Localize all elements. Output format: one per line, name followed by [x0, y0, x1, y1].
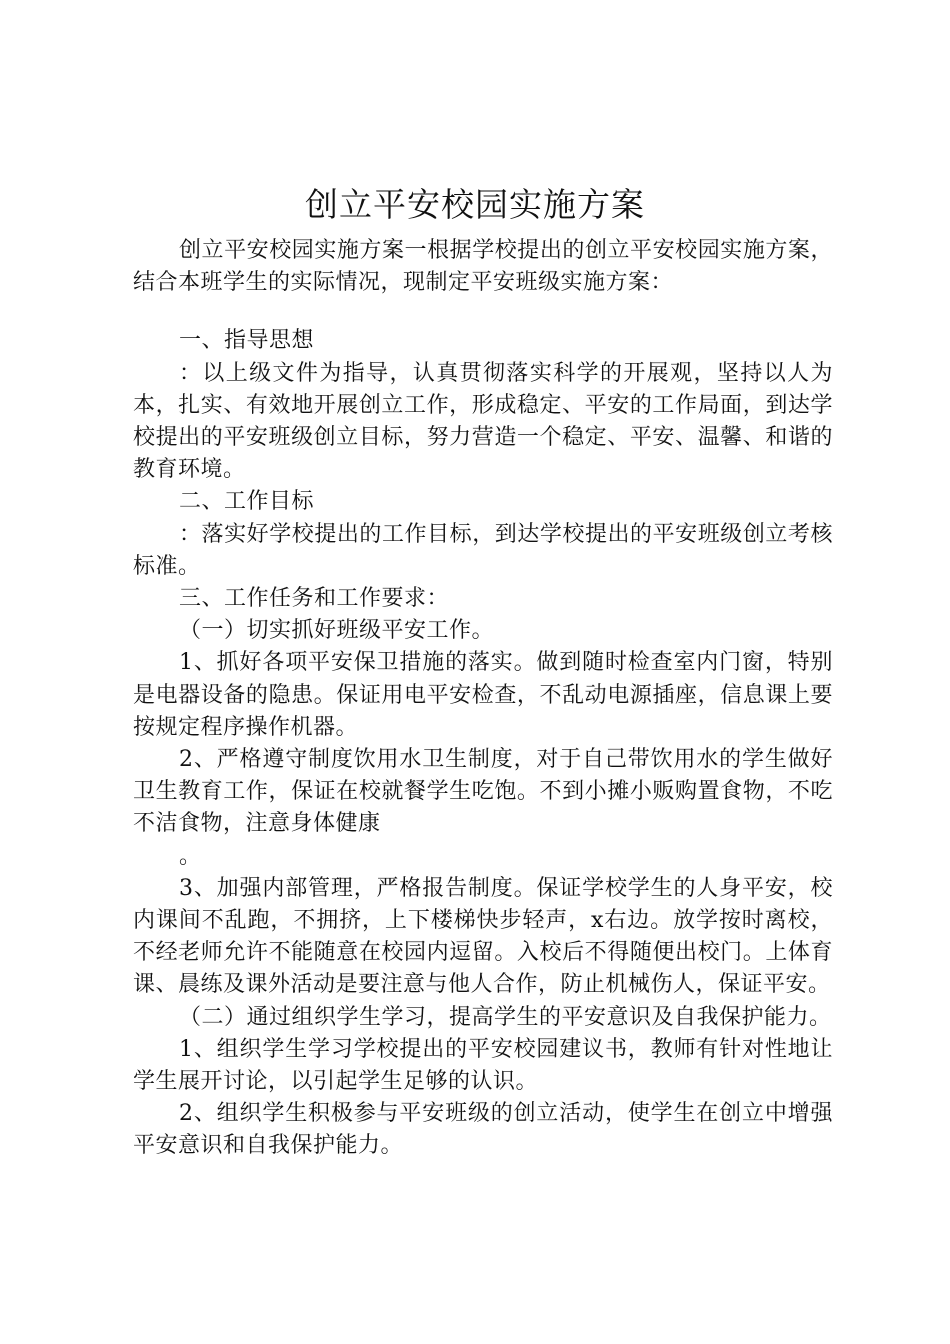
- section-heading-work-goals: 二、工作目标: [179, 489, 315, 515]
- work-goals-text: ：落实好学校提出的工作目标，到达学校提出的平安班级创立考核标准。: [133, 521, 833, 579]
- document-title: 创立平安校园实施方案: [305, 185, 645, 224]
- section-heading-tasks: 三、工作任务和工作要求：: [179, 586, 450, 612]
- task-item-3: 3、加强内部管理，严格报告制度。保证学校学生的人身平安，校内课间不乱跑，不拥挤，上下楼梯快步轻声，x右边。放学按时离校，不经老师允许不能随意在校园内逗留。入校后不得随便出校门。上体育课、晨练及课外活动是要注意与他人合作，防止机械伤人，保证平安。: [133, 875, 833, 998]
- learning-item-1: 1、组织学生学习学校提出的平安校园建议书，教师有针对性地让学生展开讨论，以引起学生足够的认识。: [133, 1036, 833, 1095]
- paragraph-gap: [133, 299, 833, 325]
- intro-paragraph: 创立平安校园实施方案一根据学校提出的创立平安校园实施方案，结合本班学生的实际情况，现制定平安班级实施方案：: [133, 238, 833, 296]
- task-item-1: 1、抓好各项平安保卫措施的落实。做到随时检查室内门窗，特别是电器设备的隐患。保证用电平安检查，不乱动电源插座，信息课上要按规定程序操作机器。: [133, 650, 833, 740]
- task-item-2-period: 。: [179, 843, 202, 869]
- subsection-heading-class-safety: （一）切实抓好班级平安工作。: [179, 618, 495, 644]
- document-body: [133, 235, 833, 1163]
- guiding-ideology-text: ：以上级文件为指导，认真贯彻落实科学的开展观，坚持以人为本，扎实、有效地开展创立工作，形成稳定、平安的工作局面，到达学校提出的平安班级创立目标，努力营造一个稳定、平安、温馨、和谐的教育环境。: [133, 360, 833, 483]
- task-item-2: 2、严格遵守制度饮用水卫生制度，对于自己带饮用水的学生做好卫生教育工作，保证在校就餐学生吃饱。不到小摊小贩购置食物，不吃不洁食物，注意身体健康: [133, 747, 833, 837]
- subsection-heading-student-learning: （二）通过组织学生学习，提高学生的平安意识及自我保护能力。: [179, 1004, 832, 1030]
- section-heading-guiding-ideology: 一、指导思想: [179, 328, 315, 354]
- learning-item-2: 2、组织学生积极参与平安班级的创立活动，使学生在创立中增强平安意识和自我保护能力。: [133, 1101, 833, 1159]
